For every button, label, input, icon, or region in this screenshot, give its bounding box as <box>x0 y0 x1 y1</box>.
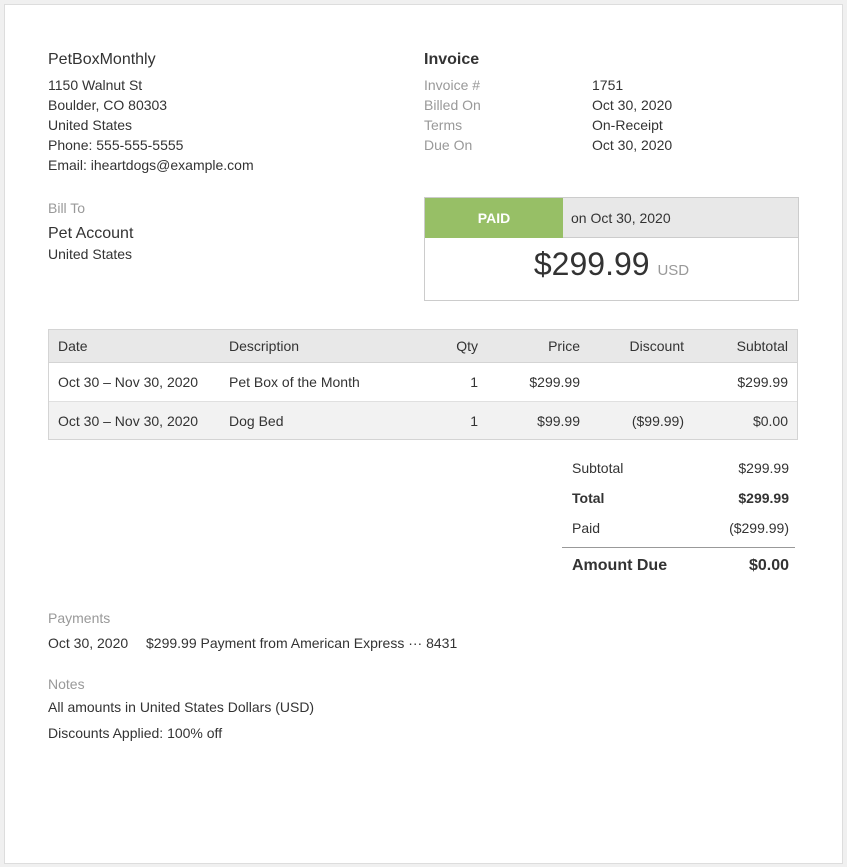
terms-value: On-Receipt <box>592 117 663 133</box>
billed-on-label: Billed On <box>424 97 481 113</box>
amount-due-value: $0.00 <box>748 557 789 574</box>
billed-on-value: Oct 30, 2020 <box>592 97 673 113</box>
due-on-label: Due On <box>424 137 473 153</box>
paid-date: on Oct 30, 2020 <box>563 198 798 238</box>
paid-amount: $299.99 <box>533 246 650 282</box>
table-row <box>49 401 797 439</box>
paid-currency: USD <box>657 262 690 279</box>
bill-to-name: Pet Account <box>48 225 134 242</box>
cell-price: $299.99 <box>529 374 580 390</box>
totals-divider <box>562 547 795 548</box>
payments-label: Payments <box>48 610 111 626</box>
cell-qty: 1 <box>470 412 478 429</box>
notes-label: Notes <box>48 676 85 692</box>
cell-description: Dog Bed <box>229 412 284 429</box>
cell-date: Oct 30 – Nov 30, 2020 <box>58 412 199 429</box>
company-address2: Boulder, CO 80303 <box>48 97 168 113</box>
header-description: Description <box>229 338 300 354</box>
bill-to-label: Bill To <box>48 200 86 216</box>
cell-date: Oct 30 – Nov 30, 2020 <box>58 374 199 390</box>
company-name: PetBoxMonthly <box>48 51 156 68</box>
table-header <box>49 330 797 363</box>
paid-label: Paid <box>572 520 601 536</box>
invoice-title: Invoice <box>424 51 480 68</box>
cell-qty: 1 <box>470 374 478 390</box>
cell-subtotal: $299.99 <box>737 374 788 390</box>
cell-price: $99.99 <box>537 412 580 429</box>
payment-description: $299.99 Payment from American Express ··· 8431 <box>146 635 458 651</box>
invoice-number-label: Invoice # <box>424 77 481 93</box>
header-date: Date <box>58 338 88 354</box>
company-country: United States <box>48 117 133 133</box>
cell-subtotal: $0.00 <box>752 412 788 429</box>
subtotal-value: $299.99 <box>738 460 789 476</box>
total-value: $299.99 <box>738 490 789 506</box>
cell-description: Pet Box of the Month <box>229 374 360 390</box>
total-label: Total <box>572 490 605 506</box>
header-price: Price <box>548 338 580 354</box>
note-line: Discounts Applied: 100% off <box>48 725 223 741</box>
cell-discount: ($99.99) <box>631 412 684 429</box>
table-row <box>49 363 797 401</box>
company-address1: 1150 Walnut St <box>48 77 143 93</box>
paid-value: ($299.99) <box>729 520 789 536</box>
bill-to-country: United States <box>48 246 133 262</box>
paid-badge: PAID <box>425 198 563 238</box>
due-on-value: Oct 30, 2020 <box>592 137 673 153</box>
payment-date: Oct 30, 2020 <box>48 635 129 651</box>
payment-status-box <box>424 197 799 301</box>
subtotal-label: Subtotal <box>572 460 624 476</box>
invoice-number-value: 1751 <box>592 77 624 93</box>
header-qty: Qty <box>456 338 478 354</box>
amount-due-label: Amount Due <box>572 557 668 574</box>
terms-label: Terms <box>424 117 463 133</box>
company-email: Email: iheartdogs@example.com <box>48 157 254 173</box>
header-subtotal: Subtotal <box>736 338 788 354</box>
header-discount: Discount <box>629 338 684 354</box>
line-items-table <box>48 329 798 440</box>
note-line: All amounts in United States Dollars (USD) <box>48 699 315 715</box>
company-phone: Phone: 555-555-5555 <box>48 137 184 153</box>
